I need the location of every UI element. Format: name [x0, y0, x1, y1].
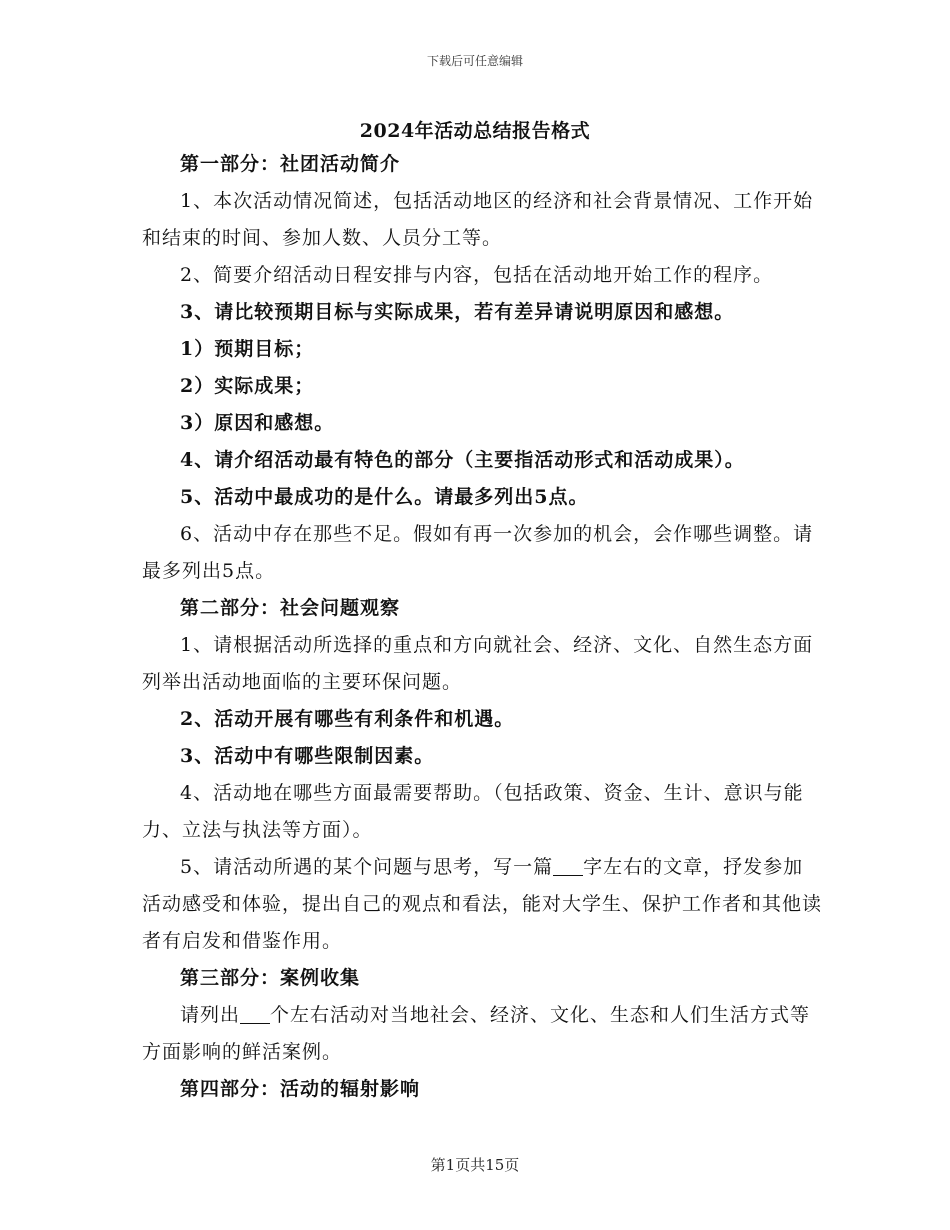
- section-heading-4: 第四部分：活动的辐射影响: [180, 1078, 421, 1100]
- paragraph: 2、简要介绍活动日程安排与内容，包括在活动地开始工作的程序。: [180, 264, 774, 286]
- paragraph: 2、活动开展有哪些有利条件和机遇。: [180, 708, 515, 730]
- paragraph-text: 5、请活动所遇的某个问题与思考，写一篇: [180, 856, 554, 878]
- paragraph: [142, 849, 822, 960]
- list-item: 1）预期目标；: [180, 338, 315, 360]
- paragraph: 3、请比较预期目标与实际成果，若有差异请说明原因和感想。: [180, 301, 735, 323]
- paragraph-text: 个左右活动对当地社会、经济、文化、生态和人们生活方式等方面影响的鲜活案例。: [142, 1004, 811, 1063]
- document-body: [142, 146, 822, 1108]
- fill-blank: [553, 856, 583, 876]
- section-heading-3: 第三部分：案例收集: [180, 967, 361, 989]
- section-heading-1: 第一部分：社团活动简介: [180, 153, 401, 175]
- list-item: 2）实际成果；: [180, 375, 315, 397]
- paragraph: 4、请介绍活动最有特色的部分（主要指活动形式和活动成果）。: [180, 449, 745, 471]
- document-title: 2024年活动总结报告格式: [359, 120, 591, 142]
- paragraph: [142, 997, 822, 1071]
- paragraph: 1、请根据活动所选择的重点和方向就社会、经济、文化、自然生态方面列举出活动地面临的主要环保问题。: [142, 634, 814, 693]
- paragraph-text: 字左右的文章，抒发参加活动感受和体验，提出自己的观点和看法，能对大学生、保护工作者和其他读者有启发和借鉴作用。: [142, 856, 823, 952]
- section-heading-2: 第二部分：社会问题观察: [180, 597, 401, 619]
- paragraph: 4、活动地在哪些方面最需要帮助。（包括政策、资金、生计、意识与能力、立法与执法等方面）。: [142, 782, 804, 841]
- paragraph: 3、活动中有哪些限制因素。: [180, 745, 435, 767]
- paragraph-text: 请列出: [180, 1004, 241, 1026]
- paragraph: 1、本次活动情况简述，包括活动地区的经济和社会背景情况、工作开始和结束的时间、参加人数、人员分工等。: [142, 190, 814, 249]
- paragraph: 6、活动中存在那些不足。假如有再一次参加的机会，会作哪些调整。请最多列出5点。: [142, 523, 814, 582]
- header-note: 下载后可任意编辑: [426, 54, 523, 68]
- list-item: 3）原因和感想。: [180, 412, 335, 434]
- paragraph: 5、活动中最成功的是什么。请最多列出5点。: [180, 486, 589, 508]
- page-footer: 第1页共15页: [430, 1156, 520, 1174]
- fill-blank: [240, 1004, 270, 1024]
